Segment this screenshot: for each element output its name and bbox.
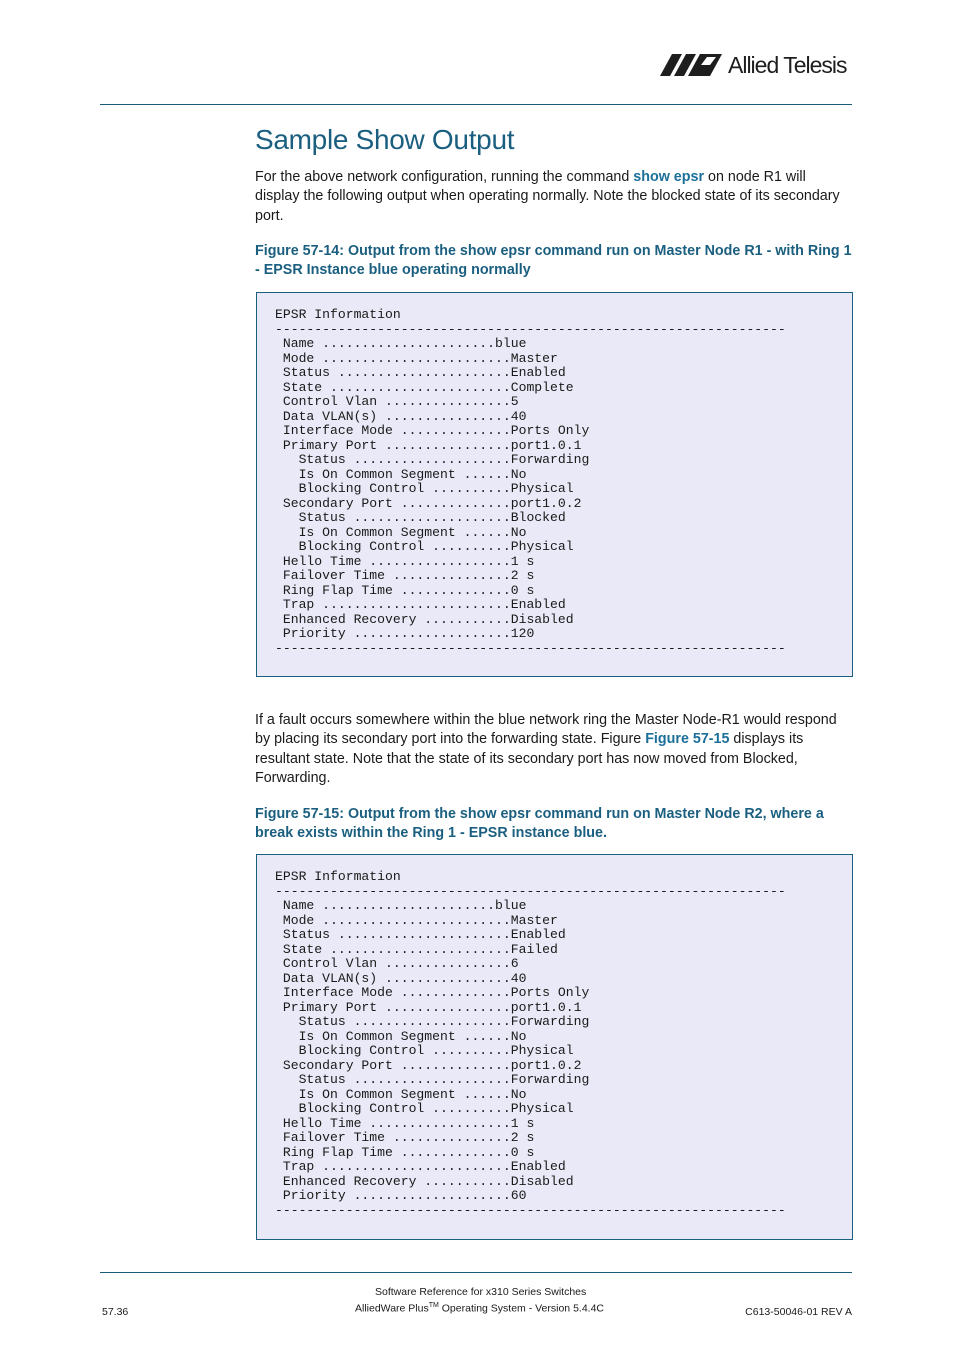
figure-57-14-caption: Figure 57-14: Output from the show epsr command run on Master Node R1 - with Ring 1 - EPSR Instance blue operating normally <box>255 243 852 278</box>
show-epsr-command-link[interactable]: show epsr <box>633 169 705 185</box>
footer-title: Software Reference for x310 Series Switches <box>375 1286 587 1298</box>
header-rule <box>100 104 852 105</box>
fault-paragraph <box>255 711 852 788</box>
epsr-output-normal: EPSR Information ----------------------------------------------------------------- Name ......................blue Mode ........................Master Status ......................Enabled State .......................Complete Control Vlan ................5 Data VLAN(s) ................40 Interface Mode ..............Ports Only Primary Port ................port1.0.1 Status ....................Forwarding Is On Common Segment ......No Blocking Control ..........Physical Secondary Port ..............port1.0.2 Status ....................Blocked Is On Common Segment ......No Blocking Control ..........Physical Hello Time ..................1 s Failover Time ...............2 s Ring Flap Time ..............0 s Trap ........................Enabled Enhanced Recovery ...........Disabled Priority ....................120 ----------------------------------------------------------------- <box>275 307 786 656</box>
footer-trademark: TM <box>428 1302 439 1309</box>
figure-57-15-link[interactable]: Figure 57-15 <box>645 731 730 748</box>
footer-os-suffix: Operating System - Version 5.4.4C <box>438 1302 605 1315</box>
footer-doc-id: C613-50046-01 REV A <box>745 1306 852 1318</box>
intro-text-before: For the above network configuration, running the command <box>255 169 634 185</box>
fault-text-before: If a fault occurs somewhere within the blue network ring the Master Node-R1 would respond by placing its secondary port into the forwarding state. Figure <box>255 712 837 748</box>
logo-text: Allied Telesis <box>728 51 847 78</box>
footer-os-prefix: AlliedWare Plus <box>355 1302 429 1315</box>
fault-text-after: displays its resultant state. Note that the state of its secondary port has now moved from Blocked, Forwarding. <box>255 731 804 786</box>
footer-rule <box>100 1272 852 1273</box>
section-title: Sample Show Output <box>255 124 515 155</box>
intro-text-after: on node R1 will display the following output when operating normally. Note the blocked state of its secondary port. <box>255 169 840 224</box>
figure-57-14-code-block <box>256 292 853 677</box>
footer-page-number: 57.36 <box>102 1306 129 1318</box>
footer-os-version <box>355 1302 604 1315</box>
logo-mark-icon <box>660 54 724 76</box>
epsr-output-failed: EPSR Information ----------------------------------------------------------------- Name ......................blue Mode ........................Master Status ......................Enabled State .......................Failed Control Vlan ................6 Data VLAN(s) ................40 Interface Mode ..............Ports Only Primary Port ................port1.0.1 Status ....................Forwarding Is On Common Segment ......No Blocking Control ..........Physical Secondary Port ..............port1.0.2 Status ....................Forwarding Is On Common Segment ......No Blocking Control ..........Physical Hello Time ..................1 s Failover Time ...............2 s Ring Flap Time ..............0 s Trap ........................Enabled Enhanced Recovery ...........Disabled Priority ....................60 ----------------------------------------------------------------- <box>275 869 786 1218</box>
allied-telesis-logo <box>660 50 847 80</box>
figure-57-15-caption: Figure 57-15: Output from the show epsr command run on Master Node R2, where a break exists within the Ring 1 - EPSR instance blue. <box>255 806 824 841</box>
intro-paragraph <box>255 168 852 226</box>
figure-57-15-code-block <box>256 854 853 1240</box>
